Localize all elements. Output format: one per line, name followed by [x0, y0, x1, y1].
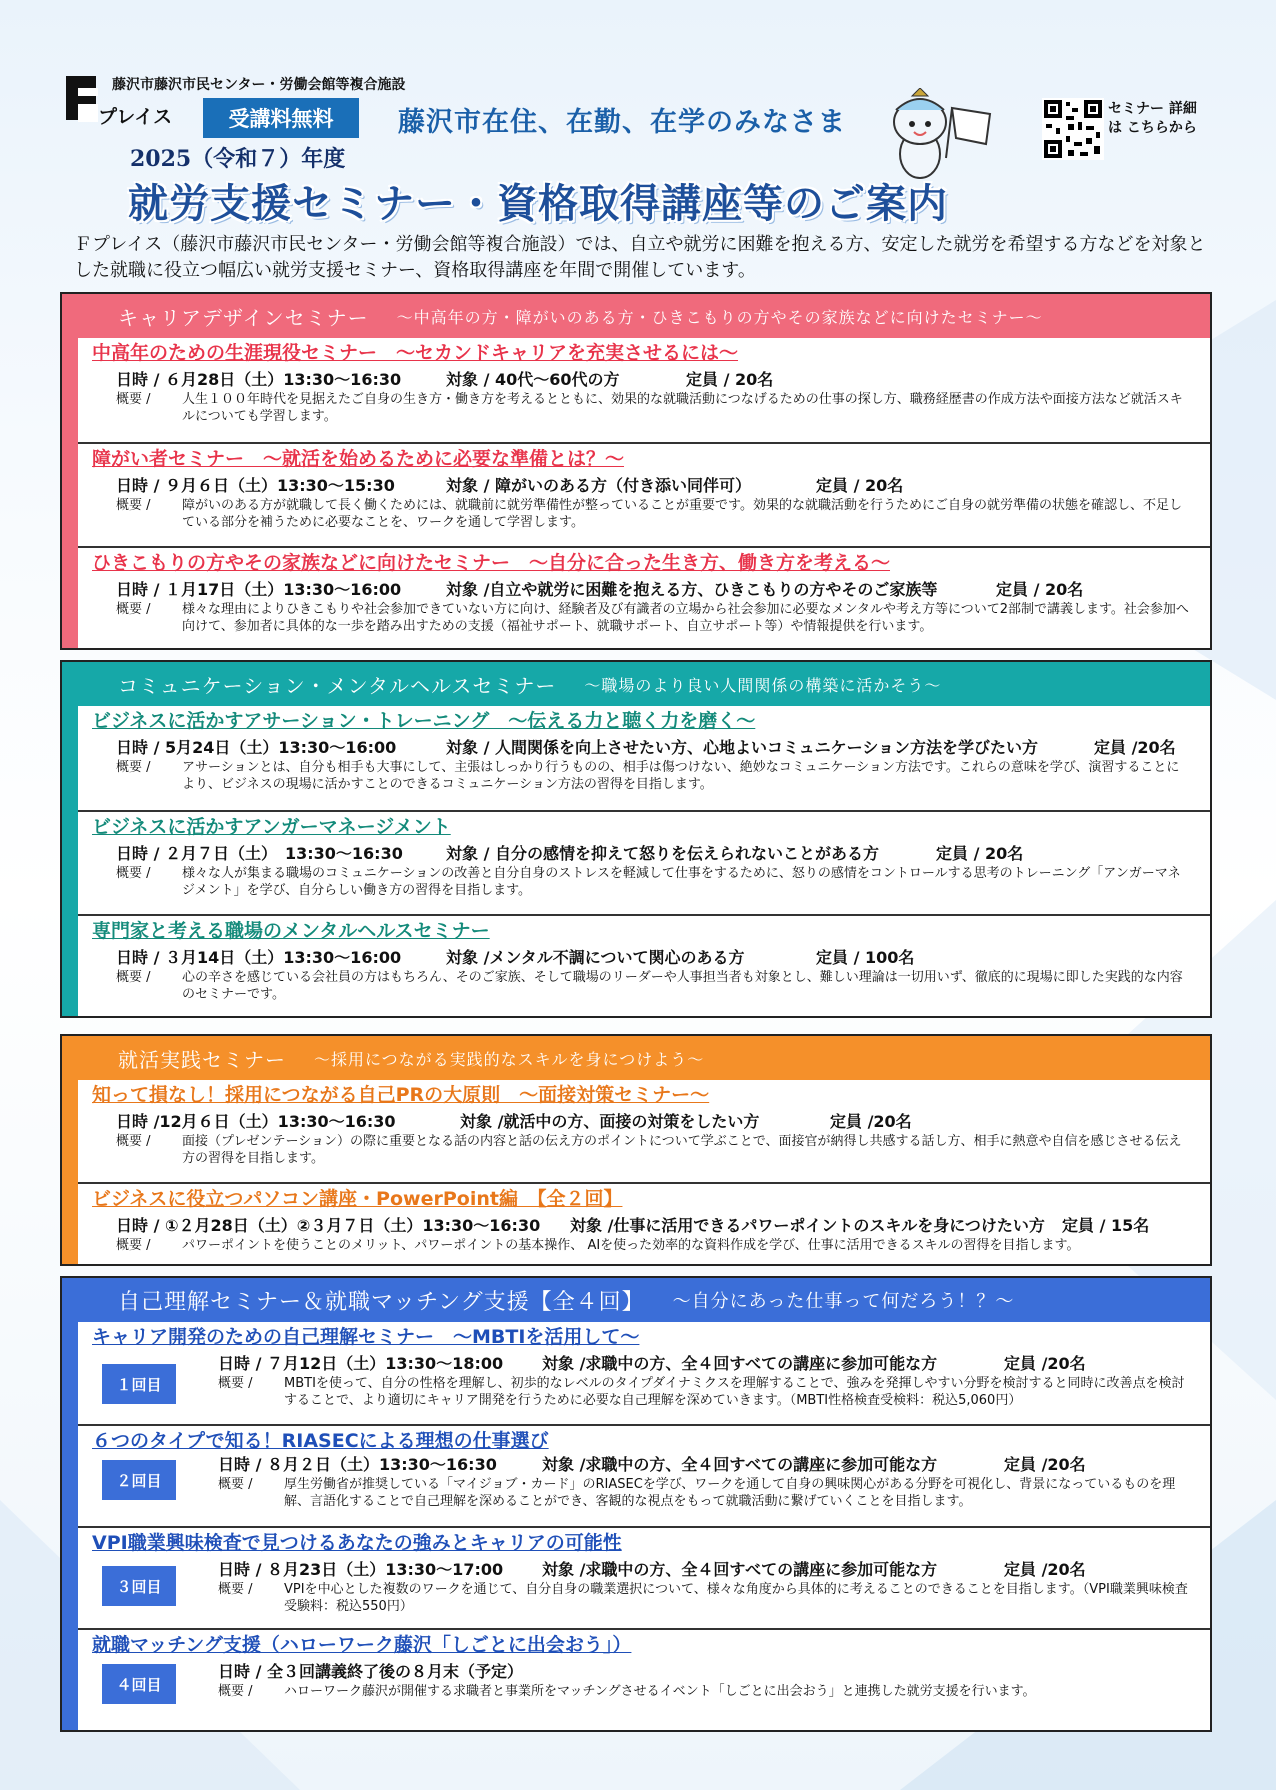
seminar-date: 日時 /12月６日（土）13:30～16:30: [116, 1112, 396, 1131]
overview-label: 概要 /: [116, 866, 151, 881]
seminar-title-link[interactable]: ６つのタイプで知る！RIASECによる理想の仕事選び: [92, 1430, 549, 1452]
seminar-title-link[interactable]: VPI職業興味検査で見つけるあなたの強みとキャリアの可能性: [92, 1532, 622, 1554]
overview-text: 様々な人が集まる職場のコミュニケーションの改善と自分自身のストレスを軽減して仕事をするために、怒りの感情をコントロールする思考のトレーニング「アンガーマネジメント」を学び、自分らしい働き方の習得を目指します。: [182, 866, 1181, 898]
overview-label: 概要 /: [116, 1134, 151, 1149]
seminar-item: [78, 812, 1210, 916]
seminar-info: [92, 475, 1198, 497]
section-subheading: ～中高年の方・障がいのある方・ひきこもりの方やその家族などに向けたセミナー～: [396, 307, 1043, 327]
seminar-date: 日時 / ７月12日（土）13:30～18:00: [218, 1354, 504, 1373]
year-label: 2025（令和７）年度: [130, 146, 346, 172]
overview-label: 概要 /: [116, 498, 151, 513]
page-title: 就労支援セミナー・資格取得講座等のご案内: [128, 181, 948, 227]
seminar-description: [194, 1683, 1198, 1700]
seminar-info: [194, 1353, 1198, 1375]
seminar-title-link[interactable]: キャリア開発のための自己理解セミナー ～MBTIを活用して～: [92, 1326, 640, 1348]
seminar-item: [78, 338, 1210, 444]
seminar-item: [78, 1080, 1210, 1184]
seminar-title-link[interactable]: ビジネスに活かすアンガーマネージメント: [92, 816, 451, 838]
overview-label: 概要 /: [116, 1238, 151, 1253]
seminar-description: [92, 865, 1198, 899]
overview-label: 概要 /: [218, 1684, 253, 1699]
seminar-info: [92, 1215, 1198, 1237]
section-heading: コミュニケーション・メンタルヘルスセミナー: [118, 673, 557, 698]
round-badge: １回目: [102, 1364, 176, 1404]
overview-text: 心の辛さを感じている会社員の方はもちろん、そのご家族、そして職場のリーダーや人事担当者も対象とし、難しい理論は一切用いず、徹底的に現場に即した実践的な内容のセミナーです。: [182, 970, 1183, 1002]
seminar-title-link[interactable]: 就職マッチング支援（ハローワーク藤沢「しごとに出会おう」）: [92, 1634, 632, 1656]
seminar-description: [194, 1375, 1198, 1409]
seminar-item: [78, 548, 1210, 648]
header: [0, 0, 1276, 290]
overview-text: アサーションとは、自分も相手も大事にして、主張はしっかり行うものの、相手は傷つけない、絶妙なコミュニケーション方法です。これらの意味を学び、演習することにより、ビジネスの現場に活かすことのできるコミュニケーション方法の習得を目指します。: [182, 760, 1180, 792]
mascot-icon: [882, 88, 992, 184]
section-body: [62, 1080, 1210, 1264]
seminar-capacity: 定員 / 20名: [816, 476, 904, 495]
seminar-capacity: 定員 /20名: [830, 1112, 912, 1131]
seminar-info: [194, 1454, 1198, 1476]
seminar-item: [78, 1322, 1210, 1426]
seminar-info: [194, 1661, 1198, 1683]
overview-text: 面接（プレゼンテーション）の際に重要となる話の内容と話の伝え方のポイントについて学ぶことで、面接官が納得し共感する話し方、相手に熱意や自信を感じさせる伝え方の習得を目指します。: [182, 1134, 1182, 1166]
facility-name: 藤沢市藤沢市民センター・労働会館等複合施設: [112, 77, 406, 93]
seminar-item: [78, 1528, 1210, 1630]
free-badge: 受講料無料: [203, 98, 359, 138]
seminar-date: 日時 / ６月28日（土）13:30～16:30: [116, 370, 402, 389]
overview-label: 概要 /: [116, 760, 151, 775]
seminar-item: [78, 444, 1210, 548]
seminar-title-link[interactable]: 専門家と考える職場のメンタルヘルスセミナー: [92, 920, 490, 942]
overview-text: MBTIを使って、自分の性格を理解し、初歩的なレベルのタイプダイナミクスを理解することで、強みを発揮しやすい分野を検討すると同時に改善点を検討することで、より適切にキャリア開発を行うために必要な自己理解を深めていきます。（MBTI性格検査受検料：税込5,060円）: [284, 1376, 1185, 1408]
seminar-item: [78, 916, 1210, 1016]
section-body: [62, 706, 1210, 1016]
seminar-description: [92, 1133, 1198, 1167]
seminar-date: 日時 / 5月24日（土）13:30～16:00: [116, 738, 397, 757]
seminar-capacity: 定員 / 20名: [686, 370, 774, 389]
seminar-title-link[interactable]: 知って損なし！採用につながる自己PRの大原則 ～面接対策セミナー～: [92, 1084, 710, 1106]
seminar-date: 日時 / １月17日（土）13:30～16:00: [116, 580, 402, 599]
seminar-description: [92, 497, 1198, 531]
overview-text: 人生１００年時代を見据えたご自身の生き方・働き方を考えるとともに、効果的な就職活動につなげるための仕事の探し方、職務経歴書の作成方法や面接方法など就活スキルについても学習します。: [182, 392, 1183, 424]
qr-code-icon[interactable]: [1042, 98, 1104, 160]
section-job-hunting: [60, 1034, 1212, 1266]
seminar-info: [92, 369, 1198, 391]
seminar-description: [92, 1237, 1198, 1254]
seminar-capacity: 定員 / 15名: [1062, 1216, 1150, 1235]
seminar-date: 日時 / ①２月28日（土）②３月７日（土）13:30～16:30: [116, 1216, 541, 1235]
seminar-target: 対象 /メンタル不調について関心のある方: [446, 948, 745, 967]
seminar-item: [78, 706, 1210, 812]
section-heading: キャリアデザインセミナー: [118, 305, 369, 330]
intro-text: Ｆプレイス（藤沢市藤沢市民センター・労働会館等複合施設）では、自立や就労に困難を抱える方、安定した就労を希望する方などを対象とした就職に役立つ幅広い就労支援セミナー、資格取得講座を年間で開催しています。: [74, 234, 1206, 281]
seminar-capacity: 定員 /20名: [1094, 738, 1176, 757]
section-header: [62, 294, 1210, 338]
seminar-target: 対象 / 障がいのある方（付き添い同伴可）: [446, 476, 751, 495]
seminar-item: [78, 1630, 1210, 1726]
overview-label: 概要 /: [116, 602, 151, 617]
seminar-date: 日時 / ９月６日（土）13:30～15:30: [116, 476, 395, 495]
seminar-capacity: 定員 / 100名: [816, 948, 915, 967]
section-communication-mental-health: [60, 660, 1212, 1018]
seminar-capacity: 定員 /20名: [1004, 1455, 1086, 1474]
seminar-target: 対象 /求職中の方、全４回すべての講座に参加可能な方: [542, 1354, 938, 1373]
seminar-target: 対象 /自立や就労に困難を抱える方、ひきこもりの方やそのご家族等: [446, 580, 938, 599]
seminar-target: 対象 / 人間関係を向上させたい方、心地よいコミュニケーション方法を学びたい方: [446, 738, 1039, 757]
seminar-info: [92, 843, 1198, 865]
overview-label: 概要 /: [218, 1376, 253, 1391]
seminar-target: 対象 /就活中の方、面接の対策をしたい方: [460, 1112, 760, 1131]
section-subheading: ～採用につながる実践的なスキルを身につけよう～: [314, 1049, 705, 1069]
seminar-target: 対象 /求職中の方、全４回すべての講座に参加可能な方: [542, 1455, 938, 1474]
seminar-info: [92, 737, 1198, 759]
seminar-capacity: 定員 /20名: [1004, 1560, 1086, 1579]
overview-text: VPIを中心とした複数のワークを通じて、自分自身の職業選択について、様々な角度から具体的に考えることのできることを目指します。（VPI職業興味検査受験料：税込550円）: [284, 1582, 1188, 1614]
round-badge: ４回目: [102, 1664, 176, 1704]
seminar-info: [194, 1559, 1198, 1581]
seminar-info: [92, 1111, 1198, 1133]
overview-label: 概要 /: [218, 1477, 253, 1492]
section-subheading: ～自分にあった仕事って何だろう！？～: [672, 1291, 1015, 1312]
overview-text: 様々な理由によりひきこもりや社会参加できていない方に向け、経験者及び有識者の立場から社会参加に必要なメンタルや考え方等について2部制で講義します。社会参加へ向けて、参加者に具体的な一歩を踏み出すための支援（福祉サポート、就職サポート、自立サポート等）や情報提供を行います。: [182, 602, 1189, 634]
qr-caption: セミナー 詳細は こちらから: [1108, 101, 1197, 136]
section-header: [62, 1278, 1210, 1322]
section-self-understanding: [60, 1276, 1212, 1732]
seminar-capacity: 定員 / 20名: [996, 580, 1084, 599]
overview-text: 厚生労働省が推奨している「マイジョブ・カード」のRIASECを学び、ワークを通して自身の興味関心がある分野を可視化し、背景になっているものを理解、言語化することで自己理解を深めることができ、客観的な視点をもって就職活動に繋げていくことを目指します。: [284, 1477, 1176, 1509]
overview-text: 障がいのある方が就職して長く働くためには、就職前に就労準備性が整っていることが重要です。効果的な就職活動を行うためにご自身の就労準備の状態を確認し、不足している部分を補うために必要なことを、ワークを通して学習します。: [182, 498, 1182, 530]
seminar-target: 対象 / 40代～60代の方: [446, 370, 620, 389]
seminar-item: [78, 1426, 1210, 1528]
round-badge: ２回目: [102, 1460, 176, 1500]
section-header: [62, 662, 1210, 706]
seminar-title-link[interactable]: 中高年のための生涯現役セミナー ～セカンドキャリアを充実させるには～: [92, 342, 739, 364]
seminar-capacity: 定員 / 20名: [936, 844, 1024, 863]
seminar-target: 対象 /仕事に活用できるパワーポイントのスキルを身につけたい方: [570, 1216, 1045, 1235]
overview-text: パワーポイントを使うことのメリット、パワーポイントの基本操作、 AIを使った効率的な資料作成を学び、仕事に活用できるスキルの習得を目指します。: [182, 1238, 1080, 1253]
seminar-description: [92, 759, 1198, 793]
section-career-design: [60, 292, 1212, 650]
section-heading: 自己理解セミナー＆就職マッチング支援【全４回】: [118, 1289, 645, 1315]
overview-text: ハローワーク藤沢が開催する求職者と事業所をマッチングさせるイベント「しごとに出会おう」と連携した就労支援を行います。: [284, 1684, 1036, 1699]
section-header: [62, 1036, 1210, 1080]
seminar-target: 対象 /求職中の方、全４回すべての講座に参加可能な方: [542, 1560, 938, 1579]
seminar-target: 対象 / 自分の感情を抑えて怒りを伝えられないことがある方: [446, 844, 879, 863]
seminar-description: [92, 601, 1198, 635]
overview-label: 概要 /: [116, 970, 151, 985]
seminar-title-link[interactable]: ビジネスに活かすアサーション・トレーニング ～伝える力と聴く力を磨く～: [92, 710, 756, 732]
section-body: [62, 338, 1210, 648]
seminar-title-link[interactable]: ビジネスに役立つパソコン講座・PowerPoint編 【全２回】: [92, 1188, 623, 1210]
logo-name: プレイス: [98, 106, 173, 128]
seminar-date: 日時 / ８月23日（土）13:30～17:00: [218, 1560, 504, 1579]
seminar-info: [92, 947, 1198, 969]
seminar-capacity: 定員 /20名: [1004, 1354, 1086, 1373]
overview-label: 概要 /: [218, 1582, 253, 1597]
f-place-logo-icon: [62, 74, 100, 122]
seminar-title-link[interactable]: 障がい者セミナー ～就活を始めるために必要な準備とは？～: [92, 448, 625, 470]
seminar-description: [92, 391, 1198, 425]
section-heading: 就活実践セミナー: [118, 1047, 286, 1072]
seminar-description: [194, 1581, 1198, 1615]
section-subheading: ～職場のより良い人間関係の構築に活かそう～: [584, 675, 942, 695]
section-body: [62, 1322, 1210, 1730]
seminar-description: [92, 969, 1198, 1003]
seminar-date: 日時 / ３月14日（土）13:30～16:00: [116, 948, 402, 967]
seminar-info: [92, 579, 1198, 601]
audience-text: 藤沢市在住、在勤、在学のみなさま: [398, 107, 846, 138]
round-badge: ３回目: [102, 1566, 176, 1606]
seminar-date: 日時 / ２月７日（土） 13:30～16:30: [116, 844, 403, 863]
overview-label: 概要 /: [116, 392, 151, 407]
seminar-date: 日時 / ８月２日（土）13:30～16:30: [218, 1455, 497, 1474]
seminar-date: 日時 / 全３回講義終了後の８月末（予定）: [218, 1662, 523, 1681]
seminar-title-link[interactable]: ひきこもりの方やその家族などに向けたセミナー ～自分に合った生き方、働き方を考える～: [92, 552, 891, 574]
seminar-description: [194, 1476, 1198, 1510]
seminar-item: [78, 1184, 1210, 1264]
